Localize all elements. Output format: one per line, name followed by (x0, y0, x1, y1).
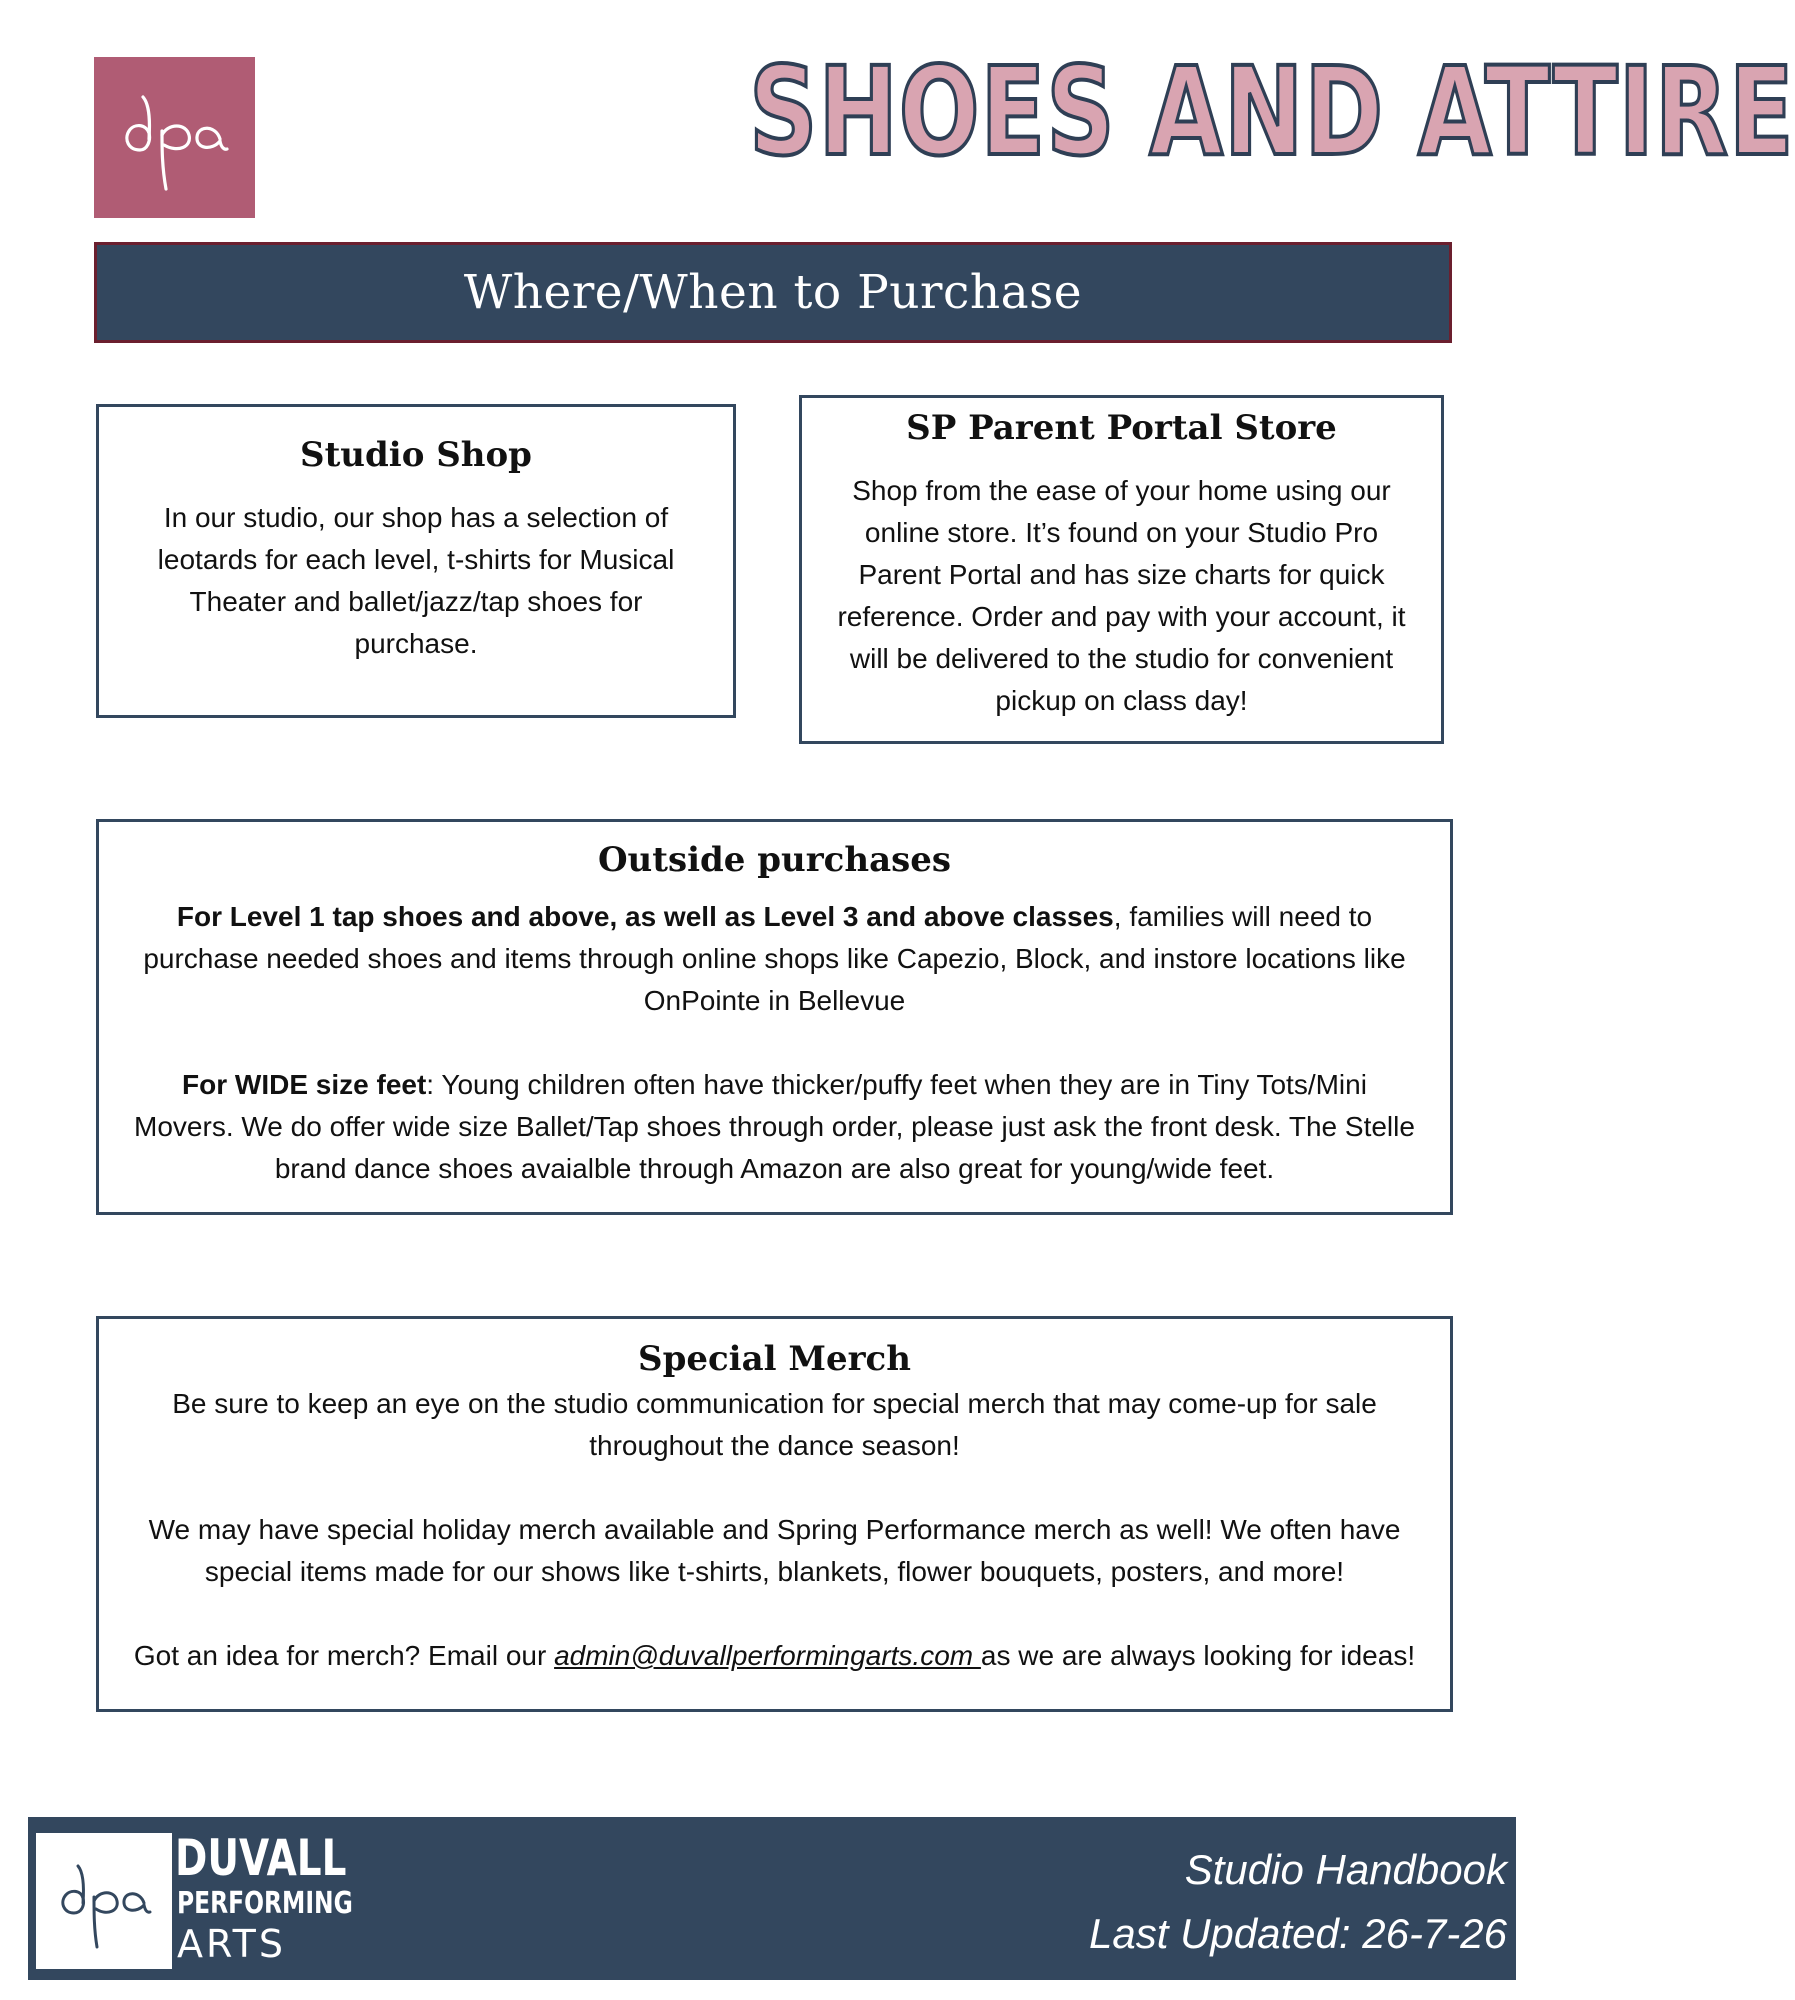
portal-store-text: Shop from the ease of your home using our online store. It’s found on your Studio Pro Parent Portal and has size charts for quick reference. Order and pay with your account, it will be delivered to the studio for convenient pickup on class day! (837, 475, 1406, 716)
brand-name-arts: ARTS (177, 1922, 286, 1966)
footer-logo (36, 1833, 172, 1969)
handbook-label: Studio Handbook (1184, 1846, 1507, 1893)
merch-paragraph-1: Be sure to keep an eye on the studio communication for special merch that may come-up for sale throughout the dance season! (172, 1388, 1377, 1461)
page-title: SHOES AND ATTIRE (749, 41, 1795, 183)
merch-idea-text: Got an idea for merch? Email our (133, 1640, 555, 1671)
merch-paragraph-2: We may have special holiday merch available and Spring Performance merch as well! We often have special items made for our shows like t-shirts, blankets, flower bouquets, posters, and more! (148, 1514, 1401, 1587)
outside-purchases-paragraph-1 (129, 896, 1420, 1022)
outside-purchases-title: Outside purchases (597, 840, 952, 880)
dpa-logo-mark (94, 57, 255, 218)
studio-shop-title: Studio Shop (300, 435, 532, 475)
wide-feet-text: : Young children often have thicker/puffy feet when they are in Tiny Tots/Mini Movers. We do offer wide size Ballet/Tap shoes through order, please just ask the front desk. The Stelle brand dance shoes avaialble through Amazon are also great for young/wide feet. (134, 1069, 1415, 1184)
logo (94, 57, 255, 218)
section-banner (94, 242, 1452, 343)
footer-info (1089, 1838, 1507, 1966)
brand-name-duvall: DUVALL (175, 1829, 347, 1887)
studio-shop-text: In our studio, our shop has a selection of leotards for each level, t-shirts for Musical Theater and ballet/jazz/tap shoes for purchase. (157, 502, 675, 659)
dpa-footer-logo-mark (36, 1833, 172, 1969)
studio-shop-box (96, 404, 736, 718)
outside-purchases-box (96, 819, 1453, 1215)
level-note-bold: For Level 1 tap shoes and above, as well as Level 3 and above classes (176, 901, 1114, 932)
wide-feet-bold: For WIDE size feet (182, 1069, 427, 1100)
outside-purchases-paragraph-2 (129, 1064, 1420, 1190)
level-note-text: , families will need to purchase needed shoes and items through online shops like Capezio, Block, and instore locations like OnPointe in Bellevue (143, 901, 1406, 1016)
last-updated: Last Updated: 26-7-26 (1089, 1910, 1507, 1957)
portal-store-title: SP Parent Portal Store (906, 408, 1337, 448)
special-merch-box (96, 1316, 1453, 1712)
special-merch-title: Special Merch (638, 1339, 911, 1379)
merch-paragraph-3 (129, 1635, 1420, 1677)
banner-label: Where/When to Purchase (463, 265, 1083, 320)
admin-email-link[interactable]: admin@duvallperformingarts.com (554, 1640, 981, 1671)
portal-store-box (799, 395, 1444, 744)
merch-idea-end: as we are always looking for ideas! (980, 1640, 1416, 1671)
brand-name-performing: PERFORMING (177, 1886, 353, 1921)
